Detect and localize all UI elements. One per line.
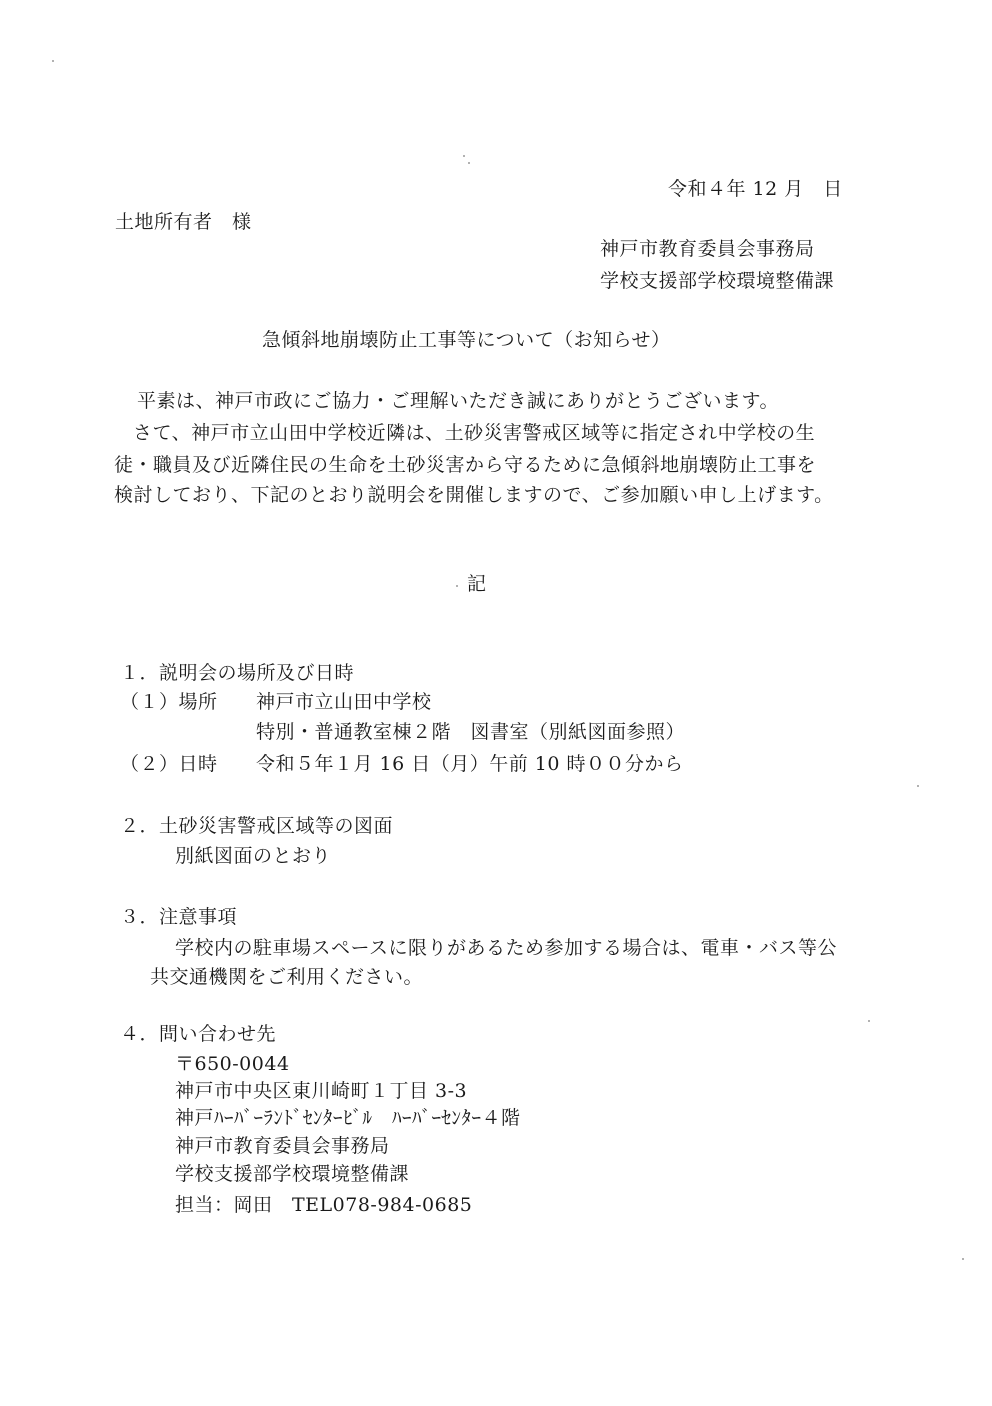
section-3-line-2: 共交通機関をご利用ください。 [150,966,424,988]
document-date: 令和４年 12 月 日 [668,178,843,200]
sender-department: 学校支援部学校環境整備課 [600,270,835,292]
section-4-heading: ４．問い合わせ先 [120,1023,277,1045]
time-value: 令和５年１月 16 日（月）午前 10 時００分から [256,753,684,775]
scan-speck [868,1020,870,1022]
scan-speck [468,162,470,164]
time-label: （２）日時 [120,753,218,775]
scan-speck [52,60,54,62]
section-1-heading: １．説明会の場所及び日時 [120,662,355,684]
address: 神戸市中央区東川崎町１丁目 3-3 [175,1080,468,1102]
scan-speck [962,1258,964,1260]
body-paragraph-1: 平素は、神戸市政にご協力・ご理解いただき誠にありがとうございます。 [137,390,779,412]
body-paragraph-2-line-2: 徒・職員及び近隣住民の生命を土砂災害から守るために急傾斜地崩壊防止工事を [114,454,817,476]
building: 神戸ﾊｰﾊﾞｰﾗﾝﾄﾞｾﾝﾀｰﾋﾞﾙ ﾊｰﾊﾞｰｾﾝﾀｰ４階 [175,1107,521,1129]
body-paragraph-2-line-1: さて、神戸市立山田中学校近隣は、土砂災害警戒区域等に指定され中学校の生 [133,422,816,444]
recipient: 土地所有者 様 [115,211,252,233]
section-2-text: 別紙図面のとおり [175,845,332,867]
postal-code: 〒650-0044 [175,1053,290,1075]
contact-office: 神戸市教育委員会事務局 [175,1135,390,1157]
scan-speck [917,785,919,787]
body-paragraph-2-line-3: 検討しており、下記のとおり説明会を開催しますので、ご参加願い申し上げます。 [114,484,834,506]
document-title: 急傾斜地崩壊防止工事等について（お知らせ） [262,329,671,351]
sender-office: 神戸市教育委員会事務局 [600,238,815,260]
scan-speck [456,585,458,587]
ki-marker: 記 [467,573,487,595]
scan-speck [463,155,465,157]
place-value-line-2: 特別・普通教室棟２階 図書室（別紙図面参照） [256,721,686,743]
place-label: （１）場所 [120,691,218,713]
section-2-heading: ２．土砂災害警戒区域等の図面 [120,815,394,837]
section-3-heading: ３．注意事項 [120,906,238,928]
contact-department: 学校支援部学校環境整備課 [175,1163,410,1185]
contact-person: 担当：岡田 TEL078-984-0685 [175,1194,473,1216]
place-value-line-1: 神戸市立山田中学校 [256,691,432,713]
section-3-line-1: 学校内の駐車場スペースに限りがあるため参加する場合は、電車・バス等公 [175,937,838,959]
